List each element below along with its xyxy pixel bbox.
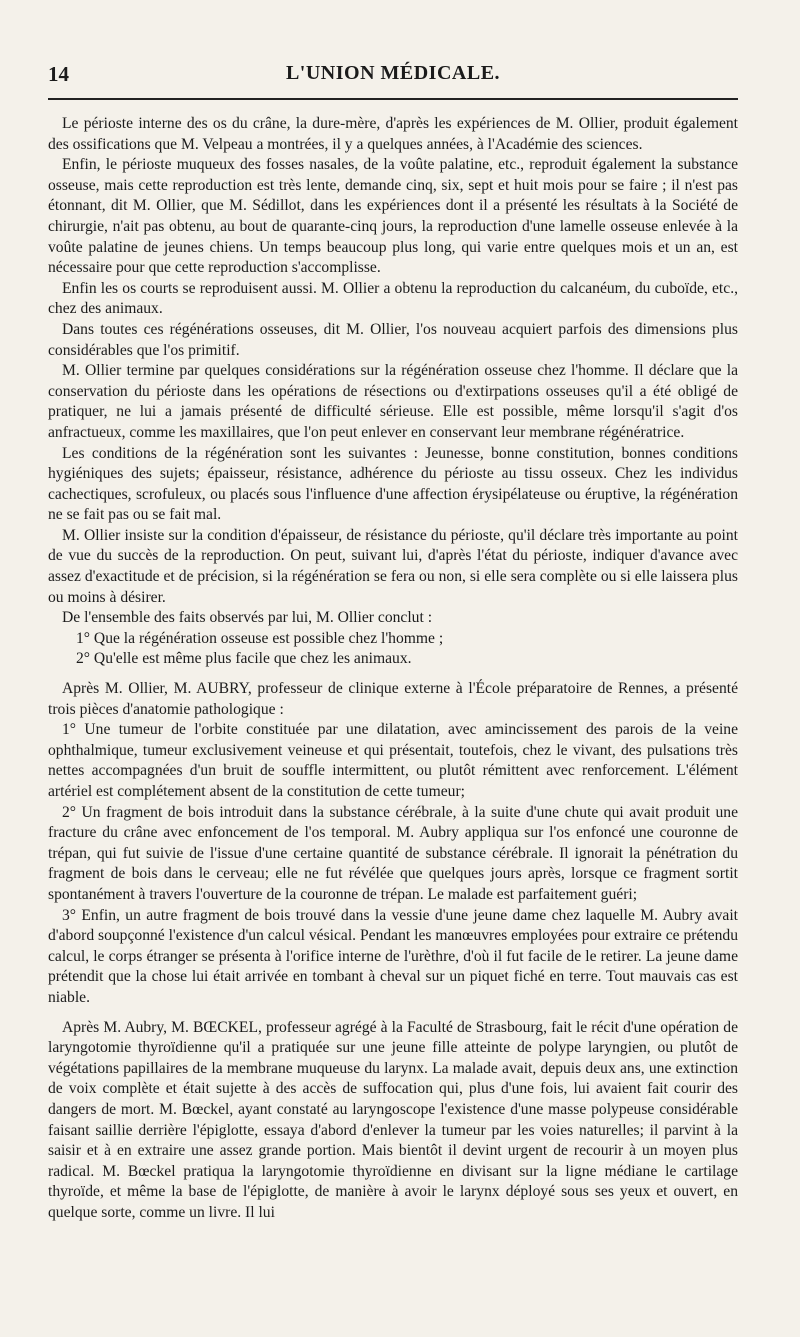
paragraph: Après M. Ollier, M. AUBRY, professeur de clinique externe à l'École préparatoire de Rennes, a présenté trois pièces d'anatomie pathologique : [48, 680, 738, 718]
running-title: L'UNION MÉDICALE. [285, 62, 501, 84]
paragraph: M. Ollier insiste sur la condition d'épaisseur, de résistance du périoste, qu'il déclare très importante au point de vue du succès de la reproduction. On peut, suivant lui, d'après l'état du périoste, indiquer d'avance avec assez d'exactitude et de précision, si la régénération se fera ou non, si elle sera complète ou si elle laissera plus ou moins à désirer. [48, 526, 738, 606]
paragraph: Après M. Aubry, M. BŒCKEL, professeur agrégé à la Faculté de Strasbourg, fait le récit d'une opération de laryngotomie thyroïdienne qu'il a pratiquée sur une jeune fille atteinte de polype laryngien, ou plutôt de végétations papillaires de la membrane muqueuse du larynx. La malade avait, depuis deux ans, une extinction de voix complète et était sujette à des accès de suffocation qui, plus d'une fois, lui avaient fait courir des dangers de mort. M. Bœckel, ayant constaté au laryngoscope l'existence d'une masse polypeuse considérable faisant saillie derrière l'épiglotte, essaya d'abord d'enlever la tumeur par les voies naturelles; il parvint à la saisir et à en extraire une assez grande portion. Mais bientôt il devint urgent de recourir à un moyen plus radical. M. Bœckel pratiqua la laryngotomie thyroïdienne en divisant sur la ligne médiane le cartilage thyroïde, et même la base de l'épiglotte, de manière à avoir le larynx déployé sous ses yeux et ouvert, en quelque sorte, comme un livre. Il lui [48, 1018, 738, 1221]
paragraph: Les conditions de la régénération sont les suivantes : Jeunesse, bonne constitution, bonnes conditions hygiéniques des sujets; épaisseur, résistance, adhérence du périoste au tissu osseux. Chez les individus cachectiques, scrofuleux, ou placés sous l'influence d'une affection érysipélateuse ou éruptive, la régénération ne se fait pas ou se fait mal. [48, 444, 738, 524]
article-body [48, 114, 738, 1223]
conclusion-item: 1° Que la régénération osseuse est possible chez l'homme ; [76, 629, 444, 647]
paragraph: Enfin les os courts se reproduisent aussi. M. Ollier a obtenu la reproduction du calcanéum, du cuboïde, etc., chez des animaux. [48, 279, 738, 318]
page-number: 14 [48, 62, 69, 86]
paragraph: Dans toutes ces régénérations osseuses, dit M. Ollier, l'os nouveau acquiert parfois des dimensions plus considérables que l'os primitif. [48, 320, 738, 359]
paragraph: M. Ollier termine par quelques considérations sur la régénération osseuse chez l'homme. Il déclare que la conservation du périoste dans les opérations de résections ou d'extirpations osseuses qu'il a été obligé de pratiquer, ne lui a jamais présenté de difficulté sérieuse. Elle est possible, même lorsqu'il s'agit d'os anfractueux, comme les maxillaires, que l'on peut enlever en conservant leur membrane régénératrice. [48, 362, 738, 441]
specimen-item: 3° Enfin, un autre fragment de bois trouvé dans la vessie d'une jeune dame chez laquelle M. Aubry avait d'abord soupçonné l'existence d'un calcul vésical. Pendant les manœuvres employées pour extraire ce prétendu calcul, le corps étranger se présenta à l'orifice interne de l'urèthre, d'où il fut facile de le retirer. La jeune dame prétendit que la chose lui était arrivée en tombant à cheval sur un piquet fiché en terre. Tout mauvais cas est niable. [48, 906, 738, 1006]
paragraph: De l'ensemble des faits observés par lui, M. Ollier conclut : [62, 609, 433, 627]
paragraph: Le périoste interne des os du crâne, la dure-mère, d'après les expériences de M. Ollier, produit également des ossifications que M. Velpeau a montrées, il y a quelques années, à l'Académie des sciences. [48, 115, 738, 153]
paragraph: Enfin, le périoste muqueux des fosses nasales, de la voûte palatine, etc., reproduit également la substance osseuse, mais cette reproduction est très lente, demande cinq, six, sept et huit mois pour se faire ; il n'est pas étonnant, dit M. Ollier, que M. Sédillot, dans les expériences dont il a présenté les résultats à la Société de chirurgie, n'ait pas obtenu, au bout de quarante-cinq jours, la reproduction d'une lamelle osseuse enlevée à la voûte palatine de jeunes chiens. Un temps beaucoup plus long, qui varie entre quelques mois et un an, est nécessaire pour que cette reproduction s'accomplisse. [48, 156, 738, 277]
specimen-item: 2° Un fragment de bois introduit dans la substance cérébrale, à la suite d'une chute qui avait produit une fracture du crâne avec enfoncement de l'os temporal. M. Aubry appliqua sur l'os enfoncé une couronne de trépan, qui fut suivie de l'issue d'une certaine quantité de substance cérébrale. Il ignorait la pénétration du fragment de bois dans le cerveau; elle ne fut révélée que quelques jours après, lorsque ce fragment sortit spontanément à travers l'ouverture de la couronne de trépan. Le malade est parfaitement guéri; [48, 803, 738, 903]
page-header [48, 62, 738, 92]
conclusion-item: 2° Qu'elle est même plus facile que chez les animaux. [76, 650, 412, 668]
specimen-item: 1° Une tumeur de l'orbite constituée par une dilatation, avec amincissement des parois de la veine ophthalmique, tumeur exclusivement veineuse et qui présentait, toutefois, chez le vivant, des pulsations très nettes accompagnées d'un bruit de souffle intermittent, ou plutôt rémittent avec renforcement. L'élément artériel est complétement absent de la constitution de cette tumeur; [48, 721, 738, 800]
header-rule [48, 98, 738, 100]
